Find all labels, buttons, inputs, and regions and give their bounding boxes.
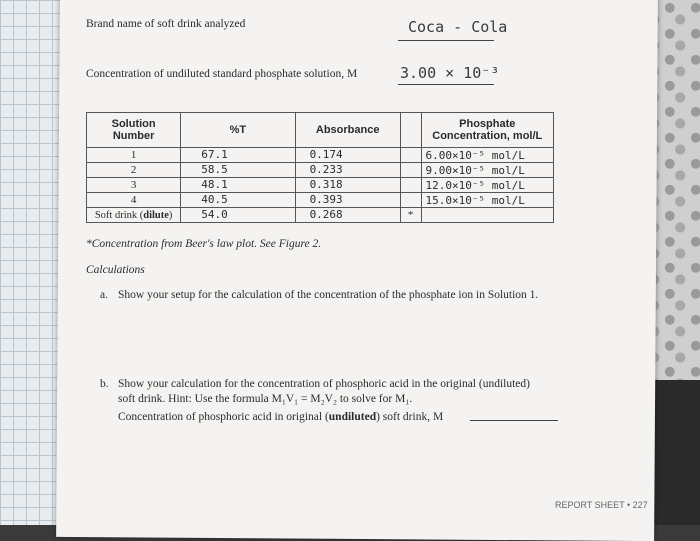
brand-value: Coca - Cola [408,18,508,36]
solution-number: 2 [87,163,181,178]
header-mark [400,113,421,148]
solution-number: 4 [87,193,181,208]
table-header-row [87,113,554,148]
answer-blank[interactable] [470,420,558,421]
solution-number: 1 [87,148,181,163]
header-phosphate: Phosphate Concentration, mol/L [421,113,553,148]
calc-a-text: Show your setup for the calculation of the concentration of the phosphate ion in Solution 1. [118,289,539,301]
concentration-value: 3.00 × 10⁻³ [400,64,500,82]
header-percent-t: %T [181,113,295,148]
mark-cell [400,178,421,193]
table-row [87,178,554,193]
mark-cell [400,148,421,163]
calculations-heading: Calculations [86,264,145,276]
header-solution: Solution Number [87,113,181,148]
absorbance-value: 0.393 [295,193,400,208]
concentration-underline [398,84,494,85]
calc-a-letter: a. [100,289,108,301]
absorbance-value: 0.233 [295,163,400,178]
percent-t-value: 58.5 [181,163,295,178]
table-row [87,148,554,163]
absorbance-value: 0.174 [295,148,400,163]
percent-t-value: 48.1 [181,178,295,193]
phosphate-conc-value: 9.00×10⁻⁵ mol/L [421,163,553,178]
solution-number: 3 [87,178,181,193]
concentration-label: Concentration of undiluted standard phosphate solution, M [86,68,358,80]
brand-underline [398,40,494,41]
soft-drink-conc [421,208,553,223]
calc-b-line2: soft drink. Hint: Use the formula M₁V₁ = M₂V₂ to solve for M₁. [118,393,413,405]
header-absorbance: Absorbance [295,113,400,148]
table-row [87,163,554,178]
calc-b-letter: b. [100,378,109,390]
data-table [86,112,554,223]
percent-t-value: 40.5 [181,193,295,208]
percent-t-value: 67.1 [181,148,295,163]
absorbance-value: 0.318 [295,178,400,193]
mark-cell [400,193,421,208]
phosphate-conc-value: 6.00×10⁻⁵ mol/L [421,148,553,163]
footnote: *Concentration from Beer's law plot. See Figure 2. [86,238,322,250]
page-footer: REPORT SHEET • 227 [555,500,648,510]
soft-drink-absorbance: 0.268 [295,208,400,223]
soft-drink-label: Soft drink (dilute) [87,208,181,223]
mark-cell [400,163,421,178]
brand-label: Brand name of soft drink analyzed [86,18,246,30]
phosphate-conc-value: 12.0×10⁻⁵ mol/L [421,178,553,193]
calc-b-line1: Show your calculation for the concentration of phosphoric acid in the original (undiluted) [118,378,530,390]
table-row [87,193,554,208]
soft-drink-mark: * [400,208,421,223]
calc-b-line3: Concentration of phosphoric acid in original (undiluted) soft drink, M [118,411,444,423]
soft-drink-percent-t: 54.0 [181,208,295,223]
phosphate-conc-value: 15.0×10⁻⁵ mol/L [421,193,553,208]
soft-drink-row [87,208,554,223]
